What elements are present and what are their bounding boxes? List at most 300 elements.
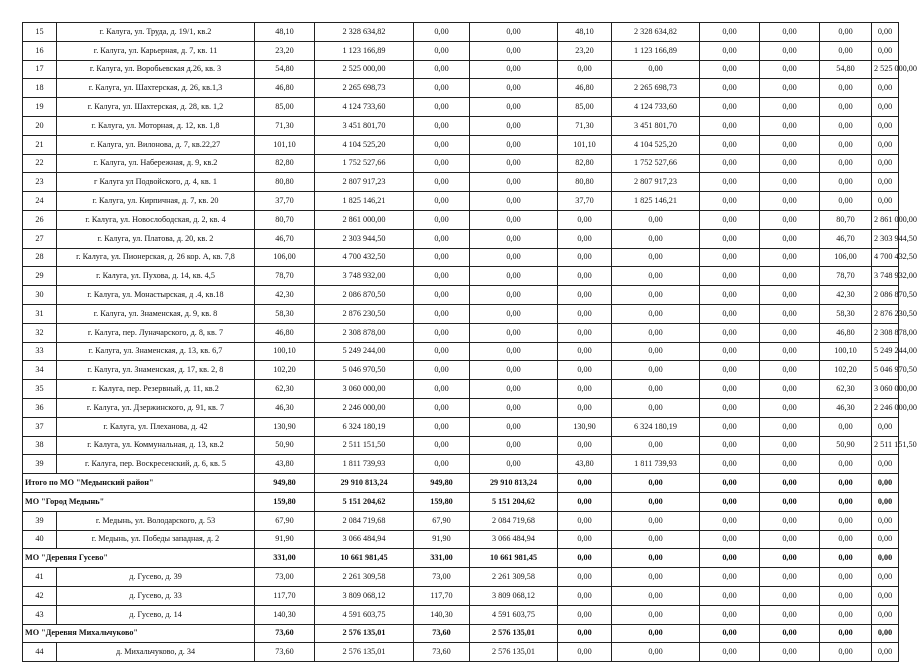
cost-cell: 5 249 244,00 xyxy=(315,342,414,361)
cost-cell: 10 661 981,45 xyxy=(470,549,558,568)
table-row xyxy=(23,380,899,399)
cost-cell: 0,00 xyxy=(470,304,558,323)
row-number: 26 xyxy=(23,210,57,229)
area-cell: 54,80 xyxy=(820,60,872,79)
area-cell: 130,90 xyxy=(558,417,612,436)
cost-cell: 0,00 xyxy=(760,304,820,323)
address-cell: г. Калуга, ул. Кирпичная, д. 7, кв. 20 xyxy=(57,192,255,211)
table-row xyxy=(23,79,899,98)
table-row xyxy=(23,98,899,117)
address-cell: г. Калуга, ул. Воробьевская д.26, кв. 3 xyxy=(57,60,255,79)
cost-cell: 0,00 xyxy=(612,474,700,493)
cost-cell: 0,00 xyxy=(760,173,820,192)
area-cell: 0,00 xyxy=(558,248,612,267)
area-cell: 0,00 xyxy=(558,267,612,286)
cost-cell: 0,00 xyxy=(760,455,820,474)
area-cell: 0,00 xyxy=(558,286,612,305)
cost-cell: 0,00 xyxy=(872,643,899,662)
area-cell: 0,00 xyxy=(700,79,760,98)
area-cell: 0,00 xyxy=(558,361,612,380)
area-cell: 0,00 xyxy=(558,492,612,511)
area-cell: 0,00 xyxy=(558,210,612,229)
cost-cell: 0,00 xyxy=(612,60,700,79)
cost-cell: 0,00 xyxy=(760,286,820,305)
cost-cell: 0,00 xyxy=(612,286,700,305)
area-cell: 102,20 xyxy=(820,361,872,380)
cost-cell: 0,00 xyxy=(872,511,899,530)
cost-cell: 2 086 870,50 xyxy=(315,286,414,305)
area-cell: 0,00 xyxy=(558,304,612,323)
cost-cell: 2 525 000,00 xyxy=(315,60,414,79)
row-number: 29 xyxy=(23,267,57,286)
cost-cell: 0,00 xyxy=(612,361,700,380)
row-number: 28 xyxy=(23,248,57,267)
area-cell: 0,00 xyxy=(414,116,470,135)
address-cell: г. Калуга, ул. Дзержинского, д. 91, кв. 7 xyxy=(57,398,255,417)
table-body xyxy=(23,23,917,662)
area-cell: 0,00 xyxy=(820,511,872,530)
cost-cell: 1 811 739,93 xyxy=(612,455,700,474)
row-number: 16 xyxy=(23,41,57,60)
area-cell: 0,00 xyxy=(414,23,470,42)
row-number: 43 xyxy=(23,605,57,624)
area-cell: 102,20 xyxy=(255,361,315,380)
cost-cell: 2 861 000,00 xyxy=(872,210,899,229)
table-row xyxy=(23,116,899,135)
cost-cell: 0,00 xyxy=(760,511,820,530)
cost-cell: 0,00 xyxy=(760,60,820,79)
area-cell: 62,30 xyxy=(255,380,315,399)
area-cell: 0,00 xyxy=(700,474,760,493)
area-cell: 0,00 xyxy=(700,436,760,455)
area-cell: 0,00 xyxy=(558,568,612,587)
area-cell: 0,00 xyxy=(558,511,612,530)
area-cell: 0,00 xyxy=(820,624,872,643)
cost-cell: 0,00 xyxy=(760,23,820,42)
area-cell: 140,30 xyxy=(414,605,470,624)
cost-cell: 2 086 870,50 xyxy=(872,286,899,305)
cost-cell: 0,00 xyxy=(612,342,700,361)
cost-cell: 0,00 xyxy=(760,530,820,549)
area-cell: 48,10 xyxy=(558,23,612,42)
address-cell: д. Михальчуково, д. 34 xyxy=(57,643,255,662)
cost-cell: 0,00 xyxy=(872,154,899,173)
area-cell: 0,00 xyxy=(414,455,470,474)
row-number: 34 xyxy=(23,361,57,380)
cost-cell: 0,00 xyxy=(470,267,558,286)
subtotal-row xyxy=(23,549,899,568)
address-cell: г. Калуга, ул. Коммунальная, д. 13, кв.2 xyxy=(57,436,255,455)
area-cell: 0,00 xyxy=(700,248,760,267)
area-cell: 0,00 xyxy=(558,586,612,605)
cost-cell: 0,00 xyxy=(872,530,899,549)
area-cell: 0,00 xyxy=(820,492,872,511)
area-cell: 0,00 xyxy=(700,549,760,568)
cost-cell: 2 876 230,50 xyxy=(315,304,414,323)
cost-cell: 0,00 xyxy=(760,41,820,60)
address-cell: г. Калуга, пер. Воскресенский, д. 6, кв. 5 xyxy=(57,455,255,474)
cost-cell: 0,00 xyxy=(470,210,558,229)
area-cell: 82,80 xyxy=(255,154,315,173)
cost-cell: 0,00 xyxy=(760,323,820,342)
area-cell: 0,00 xyxy=(700,210,760,229)
table-row xyxy=(23,398,899,417)
cost-cell: 0,00 xyxy=(612,511,700,530)
area-cell: 0,00 xyxy=(414,304,470,323)
cost-cell: 2 807 917,23 xyxy=(612,173,700,192)
address-cell: г. Калуга, ул. Труда, д. 19/1, кв.2 xyxy=(57,23,255,42)
cost-cell: 0,00 xyxy=(612,436,700,455)
area-cell: 0,00 xyxy=(700,342,760,361)
area-cell: 50,90 xyxy=(820,436,872,455)
address-cell: г Калуга ул Подвойского, д. 4, кв. 1 xyxy=(57,173,255,192)
area-cell: 0,00 xyxy=(820,135,872,154)
table-row xyxy=(23,173,899,192)
table-row xyxy=(23,304,899,323)
area-cell: 130,90 xyxy=(255,417,315,436)
cost-cell: 0,00 xyxy=(612,248,700,267)
cost-cell: 0,00 xyxy=(470,173,558,192)
row-number: 35 xyxy=(23,380,57,399)
area-cell: 23,20 xyxy=(558,41,612,60)
cost-cell: 0,00 xyxy=(760,116,820,135)
row-number: 41 xyxy=(23,568,57,587)
cost-cell: 0,00 xyxy=(470,60,558,79)
area-cell: 0,00 xyxy=(414,436,470,455)
cost-cell: 6 324 180,19 xyxy=(315,417,414,436)
area-cell: 73,60 xyxy=(414,643,470,662)
area-cell: 331,00 xyxy=(414,549,470,568)
address-cell: г. Калуга, ул. Знаменская, д. 13, кв. 6,7 xyxy=(57,342,255,361)
address-cell: г. Калуга, ул. Моторная, д. 12, кв. 1,8 xyxy=(57,116,255,135)
address-cell: г. Калуга, ул. Монастырская, д .4, кв.18 xyxy=(57,286,255,305)
area-cell: 0,00 xyxy=(414,342,470,361)
row-number: 23 xyxy=(23,173,57,192)
cost-cell: 1 123 166,89 xyxy=(315,41,414,60)
table-row xyxy=(23,286,899,305)
address-cell: г. Калуга, пер. Резервный, д. 11, кв.2 xyxy=(57,380,255,399)
area-cell: 0,00 xyxy=(414,286,470,305)
subtotal-row xyxy=(23,492,899,511)
cost-cell: 0,00 xyxy=(470,286,558,305)
area-cell: 80,70 xyxy=(820,210,872,229)
cost-cell: 0,00 xyxy=(760,361,820,380)
table-row xyxy=(23,267,899,286)
area-cell: 0,00 xyxy=(820,605,872,624)
subtotal-title: МО "Деревня Гусево" xyxy=(23,549,255,568)
area-cell: 0,00 xyxy=(820,568,872,587)
area-cell: 0,00 xyxy=(414,154,470,173)
area-cell: 0,00 xyxy=(700,173,760,192)
row-number: 27 xyxy=(23,229,57,248)
subtotal-title: МО "Деревня Михальчуково" xyxy=(23,624,255,643)
row-number: 17 xyxy=(23,60,57,79)
cost-cell: 3 066 484,94 xyxy=(315,530,414,549)
cost-cell: 29 910 813,24 xyxy=(470,474,558,493)
cost-cell: 0,00 xyxy=(760,643,820,662)
cost-cell: 2 511 151,50 xyxy=(872,436,899,455)
cost-cell: 0,00 xyxy=(760,436,820,455)
cost-cell: 0,00 xyxy=(872,455,899,474)
cost-cell: 0,00 xyxy=(872,474,899,493)
area-cell: 58,30 xyxy=(820,304,872,323)
cost-cell: 0,00 xyxy=(470,455,558,474)
cost-cell: 0,00 xyxy=(470,98,558,117)
table-row xyxy=(23,248,899,267)
cost-cell: 0,00 xyxy=(470,436,558,455)
area-cell: 0,00 xyxy=(700,135,760,154)
row-number: 21 xyxy=(23,135,57,154)
subtotal-row xyxy=(23,474,899,493)
area-cell: 949,80 xyxy=(255,474,315,493)
cost-cell: 2 084 719,68 xyxy=(470,511,558,530)
cost-cell: 0,00 xyxy=(760,549,820,568)
area-cell: 0,00 xyxy=(700,492,760,511)
area-cell: 80,80 xyxy=(558,173,612,192)
cost-cell: 0,00 xyxy=(612,323,700,342)
area-cell: 62,30 xyxy=(820,380,872,399)
area-cell: 91,90 xyxy=(255,530,315,549)
cost-cell: 0,00 xyxy=(470,79,558,98)
cost-cell: 2 861 000,00 xyxy=(315,210,414,229)
cost-cell: 0,00 xyxy=(470,192,558,211)
cost-cell: 0,00 xyxy=(470,229,558,248)
table-row xyxy=(23,154,899,173)
area-cell: 0,00 xyxy=(700,323,760,342)
cost-cell: 0,00 xyxy=(760,624,820,643)
area-cell: 85,00 xyxy=(558,98,612,117)
area-cell: 0,00 xyxy=(820,23,872,42)
table-row xyxy=(23,511,899,530)
area-cell: 43,80 xyxy=(558,455,612,474)
subtotal-row xyxy=(23,624,899,643)
cost-cell: 1 811 739,93 xyxy=(315,455,414,474)
area-cell: 0,00 xyxy=(558,605,612,624)
area-cell: 0,00 xyxy=(414,135,470,154)
area-cell: 0,00 xyxy=(700,455,760,474)
area-cell: 140,30 xyxy=(255,605,315,624)
area-cell: 73,60 xyxy=(414,624,470,643)
area-cell: 0,00 xyxy=(700,41,760,60)
row-number: 31 xyxy=(23,304,57,323)
subtotal-title: МО "Город Медынь" xyxy=(23,492,255,511)
cost-cell: 2 303 944,50 xyxy=(872,229,899,248)
cost-cell: 4 104 525,20 xyxy=(612,135,700,154)
cost-cell: 2 265 698,73 xyxy=(612,79,700,98)
cost-cell: 0,00 xyxy=(872,98,899,117)
area-cell: 0,00 xyxy=(700,511,760,530)
cost-cell: 0,00 xyxy=(872,624,899,643)
row-number: 40 xyxy=(23,530,57,549)
cost-cell: 0,00 xyxy=(470,23,558,42)
cost-cell: 2 303 944,50 xyxy=(315,229,414,248)
cost-cell: 2 576 135,01 xyxy=(315,643,414,662)
cost-cell: 0,00 xyxy=(612,304,700,323)
cost-cell: 0,00 xyxy=(760,605,820,624)
area-cell: 91,90 xyxy=(414,530,470,549)
area-cell: 0,00 xyxy=(558,323,612,342)
address-cell: д. Гусево, д. 33 xyxy=(57,586,255,605)
address-cell: г. Калуга, ул. Пухова, д. 14, кв. 4,5 xyxy=(57,267,255,286)
area-cell: 0,00 xyxy=(414,229,470,248)
area-cell: 42,30 xyxy=(820,286,872,305)
cost-cell: 4 124 733,60 xyxy=(315,98,414,117)
area-cell: 0,00 xyxy=(700,116,760,135)
area-cell: 0,00 xyxy=(414,398,470,417)
row-number: 15 xyxy=(23,23,57,42)
cost-cell: 0,00 xyxy=(760,568,820,587)
row-number: 39 xyxy=(23,511,57,530)
table-row xyxy=(23,342,899,361)
cost-cell: 3 451 801,70 xyxy=(315,116,414,135)
cost-cell: 2 525 000,00 xyxy=(872,60,899,79)
area-cell: 48,10 xyxy=(255,23,315,42)
cost-cell: 0,00 xyxy=(872,417,899,436)
address-cell: г. Калуга, ул. Шахтерская, д. 28, кв. 1,2 xyxy=(57,98,255,117)
cost-cell: 0,00 xyxy=(872,135,899,154)
row-number: 22 xyxy=(23,154,57,173)
cost-cell: 0,00 xyxy=(760,474,820,493)
cost-cell: 0,00 xyxy=(612,624,700,643)
cost-cell: 2 876 230,50 xyxy=(872,304,899,323)
cost-cell: 0,00 xyxy=(760,342,820,361)
cost-cell: 0,00 xyxy=(760,398,820,417)
area-cell: 0,00 xyxy=(700,380,760,399)
area-cell: 43,80 xyxy=(255,455,315,474)
area-cell: 37,70 xyxy=(255,192,315,211)
area-cell: 46,80 xyxy=(255,323,315,342)
cost-cell: 0,00 xyxy=(760,79,820,98)
area-cell: 23,20 xyxy=(255,41,315,60)
cost-cell: 0,00 xyxy=(872,79,899,98)
address-cell: г. Калуга, ул. Плеханова, д. 42 xyxy=(57,417,255,436)
cost-cell: 1 752 527,66 xyxy=(612,154,700,173)
cost-cell: 5 249 244,00 xyxy=(872,342,899,361)
area-cell: 0,00 xyxy=(558,436,612,455)
area-cell: 100,10 xyxy=(255,342,315,361)
area-cell: 0,00 xyxy=(558,624,612,643)
area-cell: 46,70 xyxy=(820,229,872,248)
area-cell: 159,80 xyxy=(255,492,315,511)
cost-cell: 2 246 000,00 xyxy=(872,398,899,417)
cost-cell: 2 511 151,50 xyxy=(315,436,414,455)
area-cell: 0,00 xyxy=(700,192,760,211)
cost-cell: 3 066 484,94 xyxy=(470,530,558,549)
table-row xyxy=(23,23,899,42)
cost-cell: 3 451 801,70 xyxy=(612,116,700,135)
area-cell: 0,00 xyxy=(820,455,872,474)
row-number: 44 xyxy=(23,643,57,662)
table-row xyxy=(23,605,899,624)
row-number: 20 xyxy=(23,116,57,135)
cost-cell: 0,00 xyxy=(612,380,700,399)
area-cell: 46,80 xyxy=(820,323,872,342)
cost-cell: 0,00 xyxy=(612,549,700,568)
table-row xyxy=(23,586,899,605)
cost-cell: 1 825 146,21 xyxy=(315,192,414,211)
row-number: 24 xyxy=(23,192,57,211)
area-cell: 0,00 xyxy=(414,79,470,98)
area-cell: 73,00 xyxy=(255,568,315,587)
cost-cell: 1 752 527,66 xyxy=(315,154,414,173)
table-row xyxy=(23,210,899,229)
cost-cell: 0,00 xyxy=(612,586,700,605)
table-row xyxy=(23,192,899,211)
area-cell: 46,80 xyxy=(255,79,315,98)
address-cell: г. Калуга, ул. Пионерская, д. 26 кор. А, кв. 7,8 xyxy=(57,248,255,267)
row-number: 42 xyxy=(23,586,57,605)
area-cell: 106,00 xyxy=(820,248,872,267)
address-cell: г. Калуга, пер. Луначарского, д. 8, кв. 7 xyxy=(57,323,255,342)
cost-cell: 0,00 xyxy=(470,398,558,417)
cost-cell: 0,00 xyxy=(872,492,899,511)
table-row xyxy=(23,643,899,662)
address-cell: г. Медынь, ул. Володарского, д. 53 xyxy=(57,511,255,530)
area-cell: 58,30 xyxy=(255,304,315,323)
cost-cell: 3 748 932,00 xyxy=(315,267,414,286)
area-cell: 0,00 xyxy=(700,605,760,624)
area-cell: 0,00 xyxy=(820,41,872,60)
cost-cell: 0,00 xyxy=(470,417,558,436)
cost-cell: 0,00 xyxy=(470,135,558,154)
table-row xyxy=(23,436,899,455)
table-row xyxy=(23,417,899,436)
cost-cell: 2 308 878,00 xyxy=(315,323,414,342)
area-cell: 0,00 xyxy=(414,248,470,267)
cost-cell: 4 591 603,75 xyxy=(315,605,414,624)
table-row xyxy=(23,361,899,380)
area-cell: 0,00 xyxy=(820,173,872,192)
area-cell: 80,80 xyxy=(255,173,315,192)
area-cell: 46,80 xyxy=(558,79,612,98)
area-cell: 0,00 xyxy=(700,361,760,380)
cost-cell: 2 084 719,68 xyxy=(315,511,414,530)
cost-cell: 0,00 xyxy=(470,380,558,399)
area-cell: 0,00 xyxy=(820,474,872,493)
cost-cell: 0,00 xyxy=(612,492,700,511)
area-cell: 0,00 xyxy=(700,304,760,323)
cost-cell: 4 591 603,75 xyxy=(470,605,558,624)
area-cell: 54,80 xyxy=(255,60,315,79)
area-cell: 46,70 xyxy=(255,229,315,248)
area-cell: 0,00 xyxy=(558,643,612,662)
table-row xyxy=(23,60,899,79)
address-cell: г. Калуга, ул. Знаменская, д. 17, кв. 2, 8 xyxy=(57,361,255,380)
area-cell: 0,00 xyxy=(414,380,470,399)
area-cell: 117,70 xyxy=(255,586,315,605)
cost-cell: 0,00 xyxy=(760,267,820,286)
area-cell: 67,90 xyxy=(255,511,315,530)
cost-cell: 2 576 135,01 xyxy=(470,624,558,643)
table-row xyxy=(23,530,899,549)
area-cell: 85,00 xyxy=(255,98,315,117)
cost-cell: 3 748 932,00 xyxy=(872,267,899,286)
cost-cell: 2 576 135,01 xyxy=(470,643,558,662)
area-cell: 73,60 xyxy=(255,643,315,662)
area-cell: 0,00 xyxy=(700,60,760,79)
area-cell: 331,00 xyxy=(255,549,315,568)
area-cell: 71,30 xyxy=(255,116,315,135)
area-cell: 0,00 xyxy=(700,98,760,117)
table-row xyxy=(23,455,899,474)
resettlement-table xyxy=(22,22,917,662)
area-cell: 46,30 xyxy=(820,398,872,417)
area-cell: 0,00 xyxy=(700,286,760,305)
address-cell: г. Калуга, ул. Карьерная, д. 7, кв. 11 xyxy=(57,41,255,60)
area-cell: 0,00 xyxy=(700,23,760,42)
cost-cell: 2 328 634,82 xyxy=(315,23,414,42)
cost-cell: 0,00 xyxy=(612,605,700,624)
